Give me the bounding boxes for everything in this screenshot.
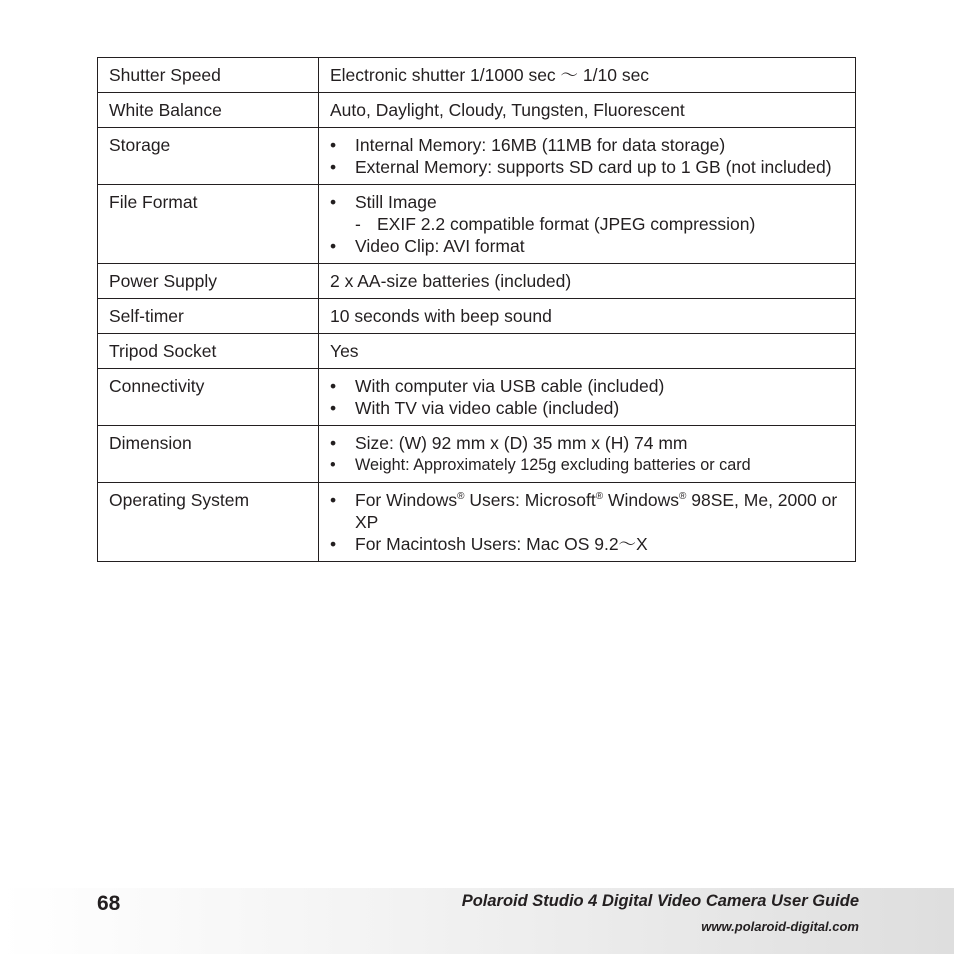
spec-value: Auto, Daylight, Cloudy, Tungsten, Fluorescent <box>319 93 856 128</box>
list-item: • External Memory: supports SD card up to 1 GB (not included) <box>330 156 845 178</box>
spec-label: Operating System <box>98 483 319 562</box>
spec-value: Yes <box>319 334 856 369</box>
spec-label: Self-timer <box>98 299 319 334</box>
spec-label: Tripod Socket <box>98 334 319 369</box>
page-number: 68 <box>97 892 121 915</box>
table-row <box>98 334 856 369</box>
table-row <box>98 483 856 562</box>
website-url: www.polaroid-digital.com <box>701 919 859 934</box>
table-row <box>98 128 856 185</box>
spec-value <box>319 369 856 426</box>
registered-mark: ® <box>457 491 465 503</box>
bullet-list <box>330 375 845 419</box>
bullet-list <box>330 191 845 257</box>
os-text: Windows <box>603 490 679 510</box>
registered-mark: ® <box>679 491 687 503</box>
spec-value: 10 seconds with beep sound <box>319 299 856 334</box>
spec-label: Power Supply <box>98 264 319 299</box>
spec-label: File Format <box>98 185 319 264</box>
list-item: • With computer via USB cable (included) <box>330 375 845 397</box>
spec-label: Dimension <box>98 426 319 483</box>
table-row <box>98 426 856 483</box>
list-item: • Size: (W) 92 mm x (D) 35 mm x (H) 74 mm <box>330 432 845 454</box>
spec-value <box>319 426 856 483</box>
list-item: • Still Image <box>330 191 845 213</box>
spec-label: White Balance <box>98 93 319 128</box>
list-item <box>330 489 845 533</box>
spec-value <box>319 483 856 562</box>
registered-mark: ® <box>595 491 604 503</box>
list-item: • For Macintosh Users: Mac OS 9.2～X <box>330 533 845 555</box>
sub-item-text: EXIF 2.2 compatible format (JPEG compression) <box>377 214 756 234</box>
table-row <box>98 299 856 334</box>
spec-value <box>319 128 856 185</box>
spec-value <box>319 185 856 264</box>
table-row <box>98 369 856 426</box>
sub-item-dash: - <box>355 214 361 234</box>
os-text: 98SE, Me, 2000 or XP <box>355 490 838 532</box>
os-text: For Windows <box>355 490 458 510</box>
list-item: • Internal Memory: 16MB (11MB for data storage) <box>330 134 845 156</box>
guide-title: Polaroid Studio 4 Digital Video Camera User Guide <box>461 892 859 910</box>
sub-list-item <box>330 213 845 235</box>
table-row <box>98 185 856 264</box>
spec-value: 2 x AA-size batteries (included) <box>319 264 856 299</box>
list-item: • Weight: Approximately 125g excluding batteries or card <box>330 454 845 476</box>
bullet-list <box>330 134 845 178</box>
table-row <box>98 58 856 93</box>
spec-label: Connectivity <box>98 369 319 426</box>
bullet-list <box>330 432 845 476</box>
list-item: • Video Clip: AVI format <box>330 235 845 257</box>
table-row <box>98 264 856 299</box>
table-row <box>98 93 856 128</box>
bullet-list <box>330 489 845 555</box>
os-text: Users: Microsoft <box>464 490 596 510</box>
spec-label: Storage <box>98 128 319 185</box>
spec-value: Electronic shutter 1/1000 sec ～ 1/10 sec <box>319 58 856 93</box>
specifications-table <box>97 57 856 562</box>
spec-label: Shutter Speed <box>98 58 319 93</box>
list-item: • With TV via video cable (included) <box>330 397 845 419</box>
